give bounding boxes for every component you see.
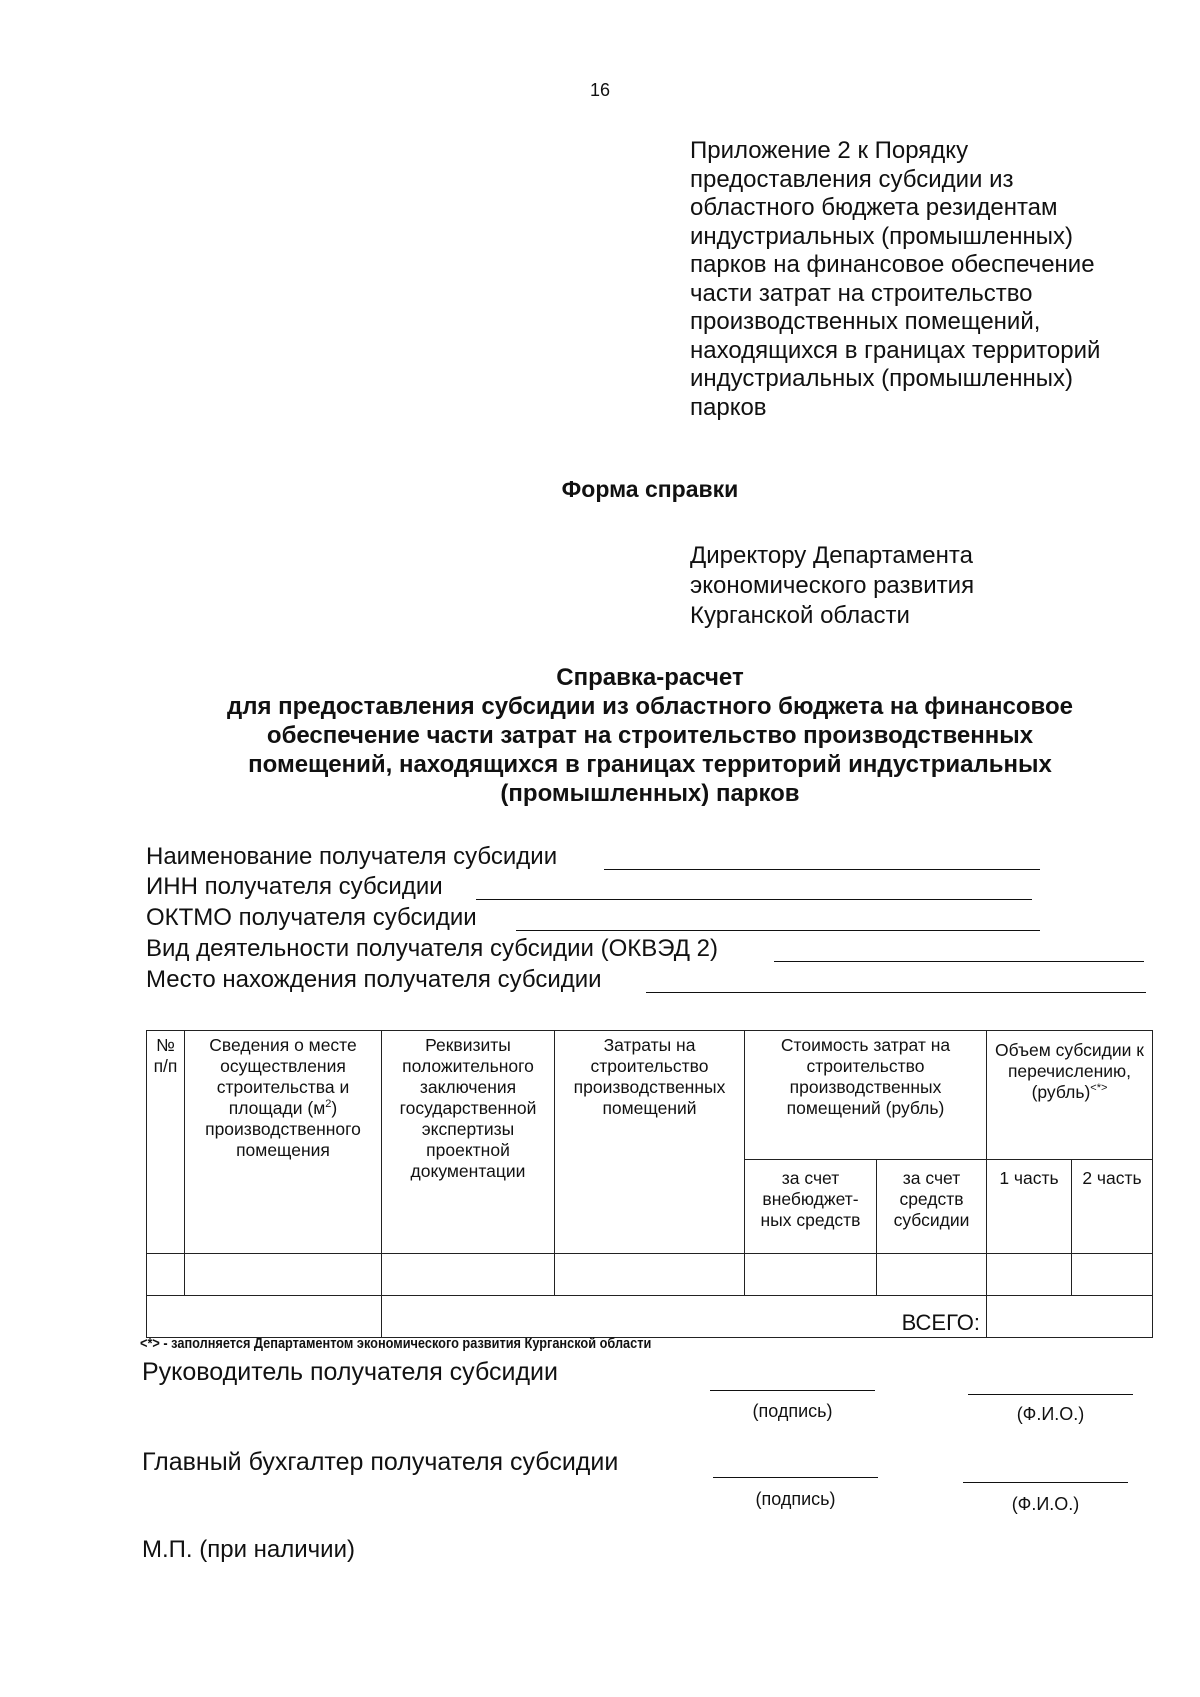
document-title-line: Справка-расчет (556, 664, 744, 691)
appendix-line: производственных помещений, (690, 308, 1041, 335)
head-fio-line[interactable] (968, 1394, 1133, 1395)
appendix-line: Приложение 2 к Порядку (690, 137, 969, 164)
document-title-line: обеспечение части затрат на строительство производственных (266, 722, 1034, 749)
appendix-line: парков на финансовое обеспечение (690, 251, 1095, 278)
fio-caption: (Ф.И.О.) (1016, 1404, 1085, 1424)
field-oktmo (146, 904, 1046, 934)
form-title: Форма справки (561, 476, 739, 502)
header-requisites: Реквизиты положительного заключения государственной экспертизы проектной документации (382, 1031, 555, 1254)
field-label: Место нахождения получателя субсидии (146, 966, 602, 993)
appendix-note (690, 137, 1160, 422)
header-volume-text: Объем субсидии к перечислению, (рубль) (995, 1040, 1144, 1102)
subheader-part2: 2 часть (1072, 1160, 1153, 1254)
document-title-line: (промышленных) парков (500, 780, 800, 807)
field-inn (146, 873, 1046, 903)
table-cell[interactable] (1072, 1254, 1153, 1296)
appendix-line: части затрат на строительство (690, 279, 1033, 307)
appendix-line: парков (690, 393, 767, 421)
head-signature-line[interactable] (710, 1390, 875, 1391)
fill-line[interactable] (604, 869, 1040, 870)
footnote: <*> - заполняется Департаментом экономического развития Курганской области (140, 1335, 652, 1352)
appendix-line: находящихся в границах территорий (690, 336, 1101, 364)
appendix-line: предоставления субсидии из (690, 165, 1014, 193)
table-cell[interactable] (555, 1254, 745, 1296)
document-title-line: для предоставления субсидии из областного бюджета на финансовое (227, 693, 1073, 720)
document-title-line: помещений, находящихся в границах территорий индустриальных (248, 751, 1052, 778)
stamp-place: М.П. (при наличии) (142, 1536, 355, 1563)
addressee-line: экономического развития (690, 572, 975, 599)
fill-line[interactable] (476, 899, 1032, 900)
addressee-line: Курганской области (690, 602, 910, 629)
table-cell[interactable] (987, 1254, 1072, 1296)
accountant-fio-line[interactable] (963, 1482, 1128, 1483)
appendix-line: индустриальных (промышленных) (690, 222, 1073, 250)
table-cell[interactable] (382, 1254, 555, 1296)
field-label: ОКТМО получателя субсидии (146, 904, 477, 931)
field-label: Вид деятельности получателя субсидии (ОКВЭД 2) (146, 935, 718, 962)
header-volume (987, 1031, 1153, 1160)
header-costs: Затраты на строительство производственных помещений (555, 1031, 745, 1254)
fill-line[interactable] (516, 930, 1040, 931)
table-cell[interactable] (185, 1254, 382, 1296)
superscript: 2 (325, 1098, 332, 1111)
table-cell[interactable] (147, 1296, 382, 1338)
addressee-line: Директору Департамента (690, 542, 973, 569)
accountant-signature-label: Главный бухгалтер получателя субсидии (142, 1448, 619, 1476)
fio-caption: (Ф.И.О.) (1011, 1494, 1080, 1514)
appendix-line: областного бюджета резидентам (690, 194, 1058, 221)
signature-caption: (подпись) (755, 1489, 836, 1509)
signature-caption: (подпись) (752, 1401, 833, 1421)
table-cell[interactable] (745, 1254, 877, 1296)
header-number: № п/п (147, 1031, 185, 1254)
footnote-marker: <*> (1090, 1082, 1108, 1095)
table-cell[interactable] (147, 1254, 185, 1296)
subheader-subsidy: за счет средств субсидии (877, 1160, 987, 1254)
subheader-extrabudget: за счет внебюджет- ных средств (745, 1160, 877, 1254)
field-okved (146, 935, 1146, 965)
field-label: ИНН получателя субсидии (146, 873, 443, 900)
addressee (690, 541, 974, 631)
header-value: Стоимость затрат на строительство производственных помещений (рубль) (745, 1031, 987, 1160)
total-label: ВСЕГО: (382, 1296, 987, 1338)
head-signature-label: Руководитель получателя субсидии (142, 1358, 558, 1386)
fill-line[interactable] (646, 992, 1146, 993)
field-recipient-name (146, 843, 1046, 873)
field-location (146, 966, 1146, 996)
header-location-text: Сведения о месте осуществления строительства и площади (м (209, 1035, 357, 1118)
table-cell[interactable] (877, 1254, 987, 1296)
appendix-line: индустриальных (промышленных) (690, 365, 1073, 392)
accountant-signature-line[interactable] (713, 1477, 878, 1478)
subheader-part1: 1 часть (987, 1160, 1072, 1254)
calculation-table (146, 1030, 1153, 1338)
fill-line[interactable] (774, 961, 1144, 962)
page-number: 16 (589, 80, 611, 100)
field-label: Наименование получателя субсидии (146, 843, 558, 870)
document-title (130, 663, 1170, 808)
header-location-end: ) производственного помещения (205, 1098, 361, 1160)
total-value-cell[interactable] (987, 1296, 1153, 1338)
header-location (185, 1031, 382, 1254)
